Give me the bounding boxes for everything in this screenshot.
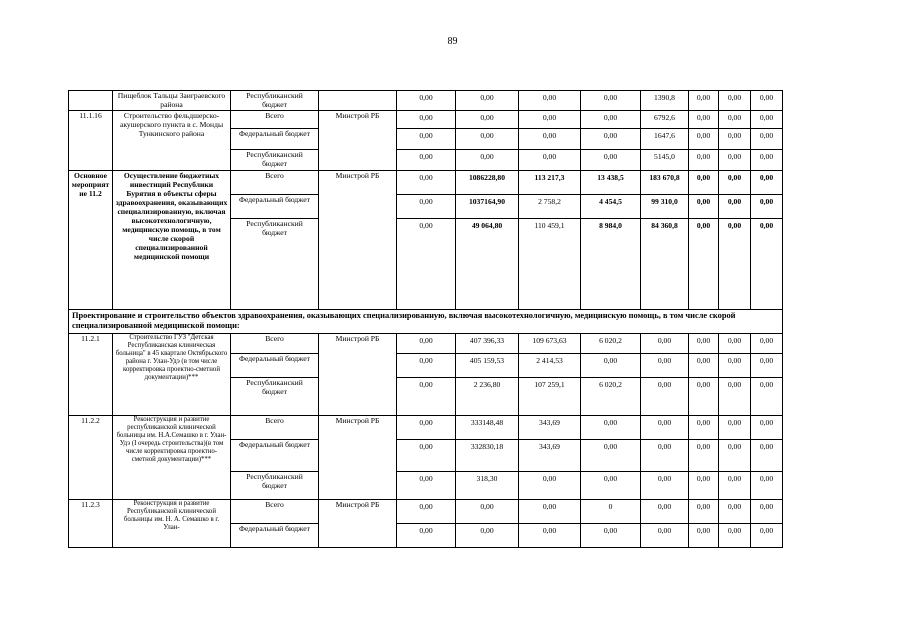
row-value: 0,00 (751, 219, 783, 310)
row-budget: Всего (231, 334, 319, 354)
row-value: 1390,8 (641, 91, 689, 111)
row-name: Строительство ГУЗ "Детская Республиканская клиническая больница" в 45 квартале Октябрьского района г. Улан-Удэ (в том числе корректировка проектно-сметной документации)*** (113, 334, 231, 416)
table-row (69, 500, 783, 524)
row-value: 0,00 (751, 129, 783, 150)
row-value: 0,00 (719, 171, 751, 195)
row-value: 0,00 (397, 195, 456, 219)
row-value: 0,00 (397, 334, 456, 354)
row-value: 6 020,2 (581, 334, 641, 354)
row-executor: Минстрой РБ (319, 416, 397, 500)
row-value: 0,00 (689, 416, 719, 440)
row-value: 0,00 (689, 440, 719, 472)
row-value: 0,00 (641, 472, 689, 500)
row-value: 0,00 (397, 378, 456, 416)
row-value: 0,00 (689, 500, 719, 524)
row-value: 0,00 (456, 150, 519, 171)
row-budget: Федеральный бюджет (231, 354, 319, 378)
row-value: 0,00 (719, 524, 751, 548)
row-value: 109 673,63 (519, 334, 581, 354)
row-name: Осуществление бюджетных инвестиций Республики Бурятия в объекты сферы здравоохранения, оказывающих специализированную, включая высокотехнологичную, медицинскую помощь, в том числе скорой специализированной медицинской помощи (113, 171, 231, 310)
row-value: 2 758,2 (519, 195, 581, 219)
row-budget: Всего (231, 111, 319, 129)
row-code: 11.2.1 (69, 334, 113, 416)
row-name: Реконструкция и развитие Республиканской клинической больницы им. Н. А. Семашко в г. Улан- (113, 500, 231, 548)
row-value: 0,00 (751, 378, 783, 416)
row-value: 0,00 (581, 150, 641, 171)
row-value: 0,00 (689, 354, 719, 378)
row-value: 0,00 (751, 472, 783, 500)
row-value: 407 396,33 (456, 334, 519, 354)
row-value: 0,00 (689, 91, 719, 111)
row-code: Основное мероприятие 11.2 (69, 171, 113, 310)
row-value: 113 217,3 (519, 171, 581, 195)
row-value: 0,00 (719, 334, 751, 354)
row-value: 2 414,53 (519, 354, 581, 378)
row-value: 49 064,80 (456, 219, 519, 310)
row-value: 0,00 (719, 91, 751, 111)
row-value: 0,00 (719, 440, 751, 472)
row-value: 318,30 (456, 472, 519, 500)
row-value: 0,00 (689, 150, 719, 171)
row-executor (319, 91, 397, 111)
row-value: 0,00 (397, 111, 456, 129)
row-value: 0,00 (456, 524, 519, 548)
row-budget: Всего (231, 171, 319, 195)
row-value: 0,00 (689, 129, 719, 150)
row-value: 0,00 (751, 500, 783, 524)
row-value: 0,00 (689, 472, 719, 500)
row-value: 0,00 (519, 91, 581, 111)
row-value: 0,00 (581, 440, 641, 472)
row-value: 0,00 (581, 472, 641, 500)
row-value: 1647,6 (641, 129, 689, 150)
row-value: 0,00 (689, 524, 719, 548)
row-value: 0,00 (719, 472, 751, 500)
row-value: 99 310,0 (641, 195, 689, 219)
row-budget: Республиканский бюджет (231, 378, 319, 416)
row-budget: Республиканский бюджет (231, 91, 319, 111)
row-value: 0,00 (641, 378, 689, 416)
row-name: Реконструкция и развитие республиканской клинической больницы им. Н.А.Семашко в г. Улан-Удэ (I очередь строительства)(в том числе корректировка проектно-сметной документации)*** (113, 416, 231, 500)
row-value: 1086228,80 (456, 171, 519, 195)
table-row (69, 91, 783, 111)
row-budget: Всего (231, 500, 319, 524)
budget-table (68, 90, 783, 548)
row-value: 0,00 (456, 111, 519, 129)
row-budget: Республиканский бюджет (231, 472, 319, 500)
row-budget: Республиканский бюджет (231, 219, 319, 310)
row-value: 0,00 (397, 440, 456, 472)
row-value: 0,00 (641, 334, 689, 354)
row-value: 0,00 (719, 111, 751, 129)
row-value: 0,00 (641, 524, 689, 548)
row-value: 0 (581, 500, 641, 524)
row-value: 0,00 (397, 219, 456, 310)
row-value: 405 159,53 (456, 354, 519, 378)
row-budget: Федеральный бюджет (231, 129, 319, 150)
row-value: 0,00 (581, 354, 641, 378)
row-budget: Федеральный бюджет (231, 440, 319, 472)
row-value: 0,00 (519, 129, 581, 150)
table-row (69, 171, 783, 195)
row-value: 0,00 (689, 334, 719, 354)
row-value: 4 454,5 (581, 195, 641, 219)
row-value: 0,00 (397, 129, 456, 150)
row-value: 0,00 (581, 111, 641, 129)
row-value: 0,00 (641, 500, 689, 524)
row-value: 0,00 (689, 195, 719, 219)
row-value: 0,00 (751, 416, 783, 440)
row-value: 0,00 (397, 171, 456, 195)
row-value: 0,00 (397, 91, 456, 111)
row-value: 0,00 (751, 354, 783, 378)
row-code: 11.1.16 (69, 111, 113, 171)
row-value: 0,00 (689, 171, 719, 195)
row-value: 0,00 (751, 524, 783, 548)
row-value: 0,00 (397, 354, 456, 378)
row-value: 0,00 (719, 219, 751, 310)
row-value: 0,00 (751, 195, 783, 219)
row-value: 0,00 (397, 150, 456, 171)
row-value: 0,00 (719, 378, 751, 416)
row-value: 0,00 (719, 195, 751, 219)
row-value: 84 360,8 (641, 219, 689, 310)
row-value: 0,00 (719, 354, 751, 378)
row-code: 11.2.2 (69, 416, 113, 500)
row-value: 0,00 (519, 524, 581, 548)
row-executor: Минстрой РБ (319, 111, 397, 171)
row-value: 0,00 (581, 524, 641, 548)
row-executor: Минстрой РБ (319, 334, 397, 416)
table-row (69, 334, 783, 354)
row-value: 0,00 (719, 150, 751, 171)
row-value: 0,00 (751, 440, 783, 472)
row-value: 0,00 (719, 129, 751, 150)
row-value: 6 020,2 (581, 378, 641, 416)
row-value: 0,00 (751, 171, 783, 195)
table-row (69, 111, 783, 129)
row-value: 183 670,8 (641, 171, 689, 195)
row-value: 0,00 (456, 129, 519, 150)
row-value: 5145,0 (641, 150, 689, 171)
row-value: 0,00 (397, 524, 456, 548)
row-value: 0,00 (689, 219, 719, 310)
row-value: 0,00 (519, 150, 581, 171)
row-code (69, 91, 113, 111)
row-budget: Всего (231, 416, 319, 440)
row-code: 11.2.3 (69, 500, 113, 548)
row-value: 0,00 (456, 500, 519, 524)
row-budget: Федеральный бюджет (231, 524, 319, 548)
row-value: 0,00 (581, 91, 641, 111)
row-value: 0,00 (397, 500, 456, 524)
row-value: 1037164,90 (456, 195, 519, 219)
row-value: 0,00 (641, 440, 689, 472)
row-budget: Республиканский бюджет (231, 150, 319, 171)
row-value: 0,00 (581, 129, 641, 150)
row-value: 0,00 (751, 111, 783, 129)
row-value: 6792,6 (641, 111, 689, 129)
table-row (69, 416, 783, 440)
row-value: 0,00 (751, 150, 783, 171)
row-value: 0,00 (519, 111, 581, 129)
row-value: 8 984,0 (581, 219, 641, 310)
row-value: 343,69 (519, 416, 581, 440)
row-value: 107 259,1 (519, 378, 581, 416)
row-value: 0,00 (751, 334, 783, 354)
row-value: 2 236,80 (456, 378, 519, 416)
row-value: 0,00 (519, 472, 581, 500)
row-value: 0,00 (719, 416, 751, 440)
row-value: 13 438,5 (581, 171, 641, 195)
row-value: 332830,18 (456, 440, 519, 472)
row-name: Пищеблок Тальцы Заиграевского района (113, 91, 231, 111)
row-value: 0,00 (581, 416, 641, 440)
page-number: 89 (447, 36, 458, 47)
row-value: 0,00 (397, 416, 456, 440)
row-value: 0,00 (719, 500, 751, 524)
section-heading: Проектирование и строительство объектов здравоохранения, оказывающих специализированную, включая высокотехнологичную, медицинскую помощь, в том числе скорой специализированной медицинской помощи: (69, 310, 783, 334)
row-executor: Минстрой РБ (319, 500, 397, 548)
row-value: 0,00 (751, 91, 783, 111)
row-value: 0,00 (689, 378, 719, 416)
row-value: 333148,48 (456, 416, 519, 440)
row-value: 0,00 (689, 111, 719, 129)
table-row (69, 310, 783, 334)
row-name: Строительство фельдшерско-акушерского пункта в с. Монды Тункинского района (113, 111, 231, 171)
row-value: 0,00 (456, 91, 519, 111)
row-value: 0,00 (641, 354, 689, 378)
row-value: 343,69 (519, 440, 581, 472)
row-budget: Федеральный бюджет (231, 195, 319, 219)
row-value: 0,00 (641, 416, 689, 440)
row-value: 110 459,1 (519, 219, 581, 310)
row-value: 0,00 (397, 472, 456, 500)
row-value: 0,00 (519, 500, 581, 524)
row-executor: Минстрой РБ (319, 171, 397, 310)
